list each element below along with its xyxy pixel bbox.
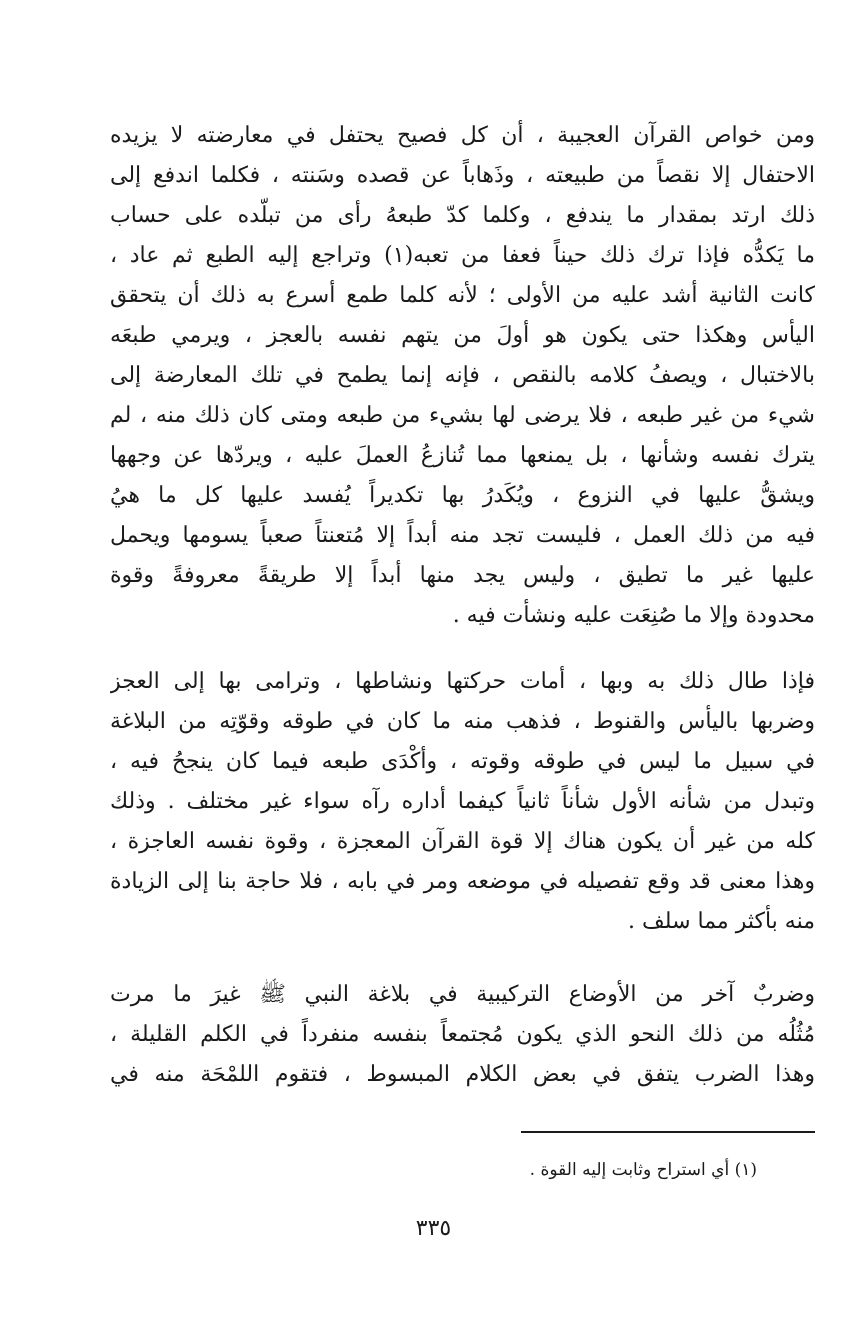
text-line: يترك نفسه وشأنها ، بل يمنعها مما تُنازعُ العملَ عليه ، ويردّها عن وجهها [110, 443, 815, 468]
footnote-divider [521, 1131, 815, 1133]
text-line: وتبدل من شأنه الأول شأناً ثانياً كيفما أداره رآه سواء غير مختلف . وذلك [110, 789, 815, 814]
text-line: وضربٌ آخر من الأوضاع التركيبية في بلاغة النبي ﷺ غيرَ ما مرت [110, 982, 815, 1007]
text-line: في سبيل ما ليس في طوقه وقوته ، وأكْدَى طبعه فيما كان ينجحُ فيه ، [110, 749, 815, 774]
text-line: عليها غير ما تطيق ، وليس يجد منها أبداً إلا طريقةً معروفةً وقوة [110, 563, 815, 588]
text-line: وهذا معنى قد وقع تفصيله في موضعه ومر في بابه ، فلا حاجة بنا إلى الزيادة [110, 869, 815, 894]
text-line: محدودة وإلا ما صُنِعَت عليه ونشأت فيه . [452, 603, 815, 628]
text-line: ومن خواص القرآن العجيبة ، أن كل فصيح يحتفل في معارضته لا يزيده [110, 123, 815, 148]
text-line: منه بأكثر مما سلف . [628, 909, 815, 934]
page-number: ٣٣٥ [415, 1216, 452, 1241]
paragraph-3 [110, 975, 815, 1095]
text-line: كله من غير أن يكون هناك إلا قوة القرآن المعجزة ، وقوة نفسه العاجزة ، [110, 829, 815, 854]
text-line: ويشقُّ عليها في النزوع ، ويُكَدرُ بها تكديراً يُفسد عليها كل ما هيُ [110, 483, 815, 508]
paragraph-2 [110, 662, 815, 942]
text-line: ذلك ارتد بمقدار ما يندفع ، وكلما كدّ طبعهُ رأى من تبلّده على حساب [110, 203, 815, 228]
text-line: فإذا طال ذلك به وبها ، أمات حركتها ونشاطها ، وترامى بها إلى العجز [110, 669, 815, 694]
text-line: وهذا الضرب يتفق في بعض الكلام المبسوط ، فتقوم اللمْحَة منه في [110, 1062, 815, 1087]
text-line: وضربها باليأس والقنوط ، فذهب منه ما كان في طوقه وقوّتِه من البلاغة [110, 709, 815, 734]
text-line: شيء من غير طبعه ، فلا يرضى لها بشيء من طبعه ومتى كان ذلك منه ، لم [110, 403, 815, 428]
text-line: ما يَكدُّه فإذا ترك ذلك حيناً فعفا من تعبه(١) وتراجع إليه الطبع ثم عاد ، [110, 243, 815, 268]
footnote: (١) أي استراح وثابت إليه القوة . [529, 1160, 757, 1180]
text-line: بالاختبال ، ويصفُ كلامه بالنقص ، فإنه إنما يطمح في تلك المعارضة إلى [110, 363, 815, 388]
paragraph-1 [110, 116, 815, 636]
text-line: كانت الثانية أشد عليه من الأولى ؛ لأنه كلما طمع أسرع به ذلك أن يتحقق [110, 283, 815, 308]
text-line: اليأس وهكذا حتى يكون هو أولَ من يتهم نفسه بالعجز ، ويرمي طبعَه [110, 323, 815, 348]
text-line: مُثُلُه من ذلك النحو الذي يكون مُجتمعاً بنفسه منفرداً في الكلم القليلة ، [110, 1022, 815, 1047]
text-line: فيه من ذلك العمل ، فليست تجد منه أبداً إلا مُتعنتاً صعباً يسومها ويحمل [110, 523, 815, 548]
text-line: الاحتفال إلا نقصاً من طبيعته ، وذَهاباً عن قصده وسَنته ، فكلما اندفع إلى [110, 163, 815, 188]
